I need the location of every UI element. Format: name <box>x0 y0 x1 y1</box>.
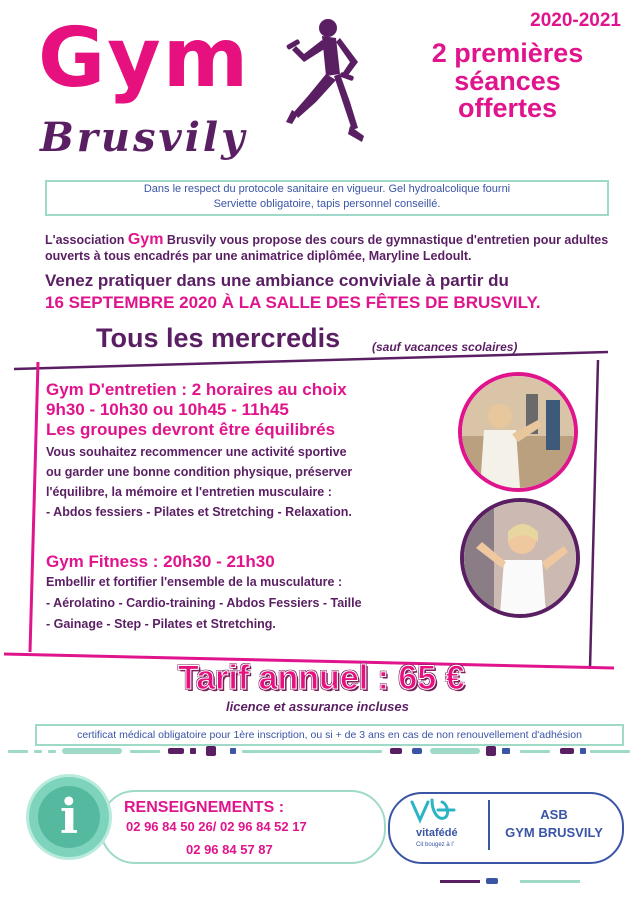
club-name <box>494 806 614 842</box>
logo-gym: Gym <box>38 11 251 106</box>
entretien-hours: 9h30 - 10h30 ou 10h45 - 11h45 <box>46 400 289 419</box>
annual-fee: Tarif annuel : 65 € <box>178 659 465 697</box>
club-divider <box>488 800 490 850</box>
info-letter: i <box>38 786 100 848</box>
entretien-body-4: - Abdos fessiers - Pilates et Stretching - Relaxation. <box>46 505 352 519</box>
offer-line-1: 2 premières <box>431 38 584 68</box>
season-label: 2020-2021 <box>530 10 621 31</box>
schedule-note: (sauf vacances scolaires) <box>372 340 518 354</box>
fee-includes: licence et assurance incluses <box>226 699 409 714</box>
entretien-body-3: l'équilibre, la mémoire et l'entretien musculaire : <box>46 485 332 499</box>
logo-town: Brusvily <box>40 114 248 161</box>
fitness-body-3: - Gainage - Step - Pilates et Stretching. <box>46 617 276 631</box>
entretien-body-1: Vous souhaitez recommencer une activité sportive <box>46 445 347 459</box>
entretien-title: Gym D'entretien : 2 horaires au choix <box>46 380 347 399</box>
info-phones-1: 02 96 84 50 26/ 02 96 84 52 17 <box>126 819 307 834</box>
club-line-2: GYM BRUSVILY <box>505 825 603 840</box>
info-phones-2: 02 96 84 57 87 <box>186 842 273 857</box>
class-photo-2 <box>460 498 580 618</box>
intro-prefix: L'association <box>45 233 128 247</box>
intro-gym: Gym <box>127 231 164 248</box>
fitness-title: Gym Fitness : 20h30 - 21h30 <box>46 552 275 571</box>
club-line-1: ASB <box>540 807 568 822</box>
protocol-line-1: Dans le respect du protocole sanitaire en vigueur. Gel hydroalcolique fourni <box>143 183 511 195</box>
protocol-line-2: Serviette obligatoire, tapis personnel conseillé. <box>213 198 441 210</box>
vitafede-logo-icon <box>398 790 488 852</box>
decorative-band-bottom <box>0 876 637 886</box>
decorative-band <box>0 744 637 758</box>
svg-text:vitafédé: vitafédé <box>416 827 458 839</box>
info-title: RENSEIGNEMENTS : <box>124 799 285 816</box>
fitness-section <box>46 552 466 634</box>
invitation-line-1: Venez pratiquer dans une ambiance conviviale à partir du <box>45 271 509 290</box>
fitness-body-2: - Aérolatino - Cardio-training - Abdos Fessiers - Taille <box>46 596 362 610</box>
certificate-notice: certificat médical obligatoire pour 1ère inscription, ou si + de 3 ans en cas de non renouvellement d'adhésion <box>35 724 624 746</box>
class-photo-1 <box>458 372 578 492</box>
entretien-body-2: ou garder une bonne condition physique, préserver <box>46 465 353 479</box>
offer-line-2: séances <box>454 65 561 96</box>
entretien-section <box>46 380 456 522</box>
intro-rest: Brusvily vous propose des cours de gymnastique d'entretien pour adultes ouverts à tous encadrés par une animatrice diplômée, Maryline Ledoult. <box>45 233 609 263</box>
svg-text:Cit bougez à l': Cit bougez à l' <box>416 842 454 848</box>
entretien-groups: Les groupes devront être équilibrés <box>46 420 336 439</box>
invitation-line-2: 16 SEPTEMBRE 2020 À LA SALLE DES FÊTES DE BRUSVILY. <box>45 293 541 312</box>
fitness-body-1: Embellir et fortifier l'ensemble de la musculature : <box>46 575 343 589</box>
schedule-day: Tous les mercredis <box>96 323 341 353</box>
info-icon <box>26 774 112 860</box>
offer-line-3: offertes <box>457 93 558 124</box>
